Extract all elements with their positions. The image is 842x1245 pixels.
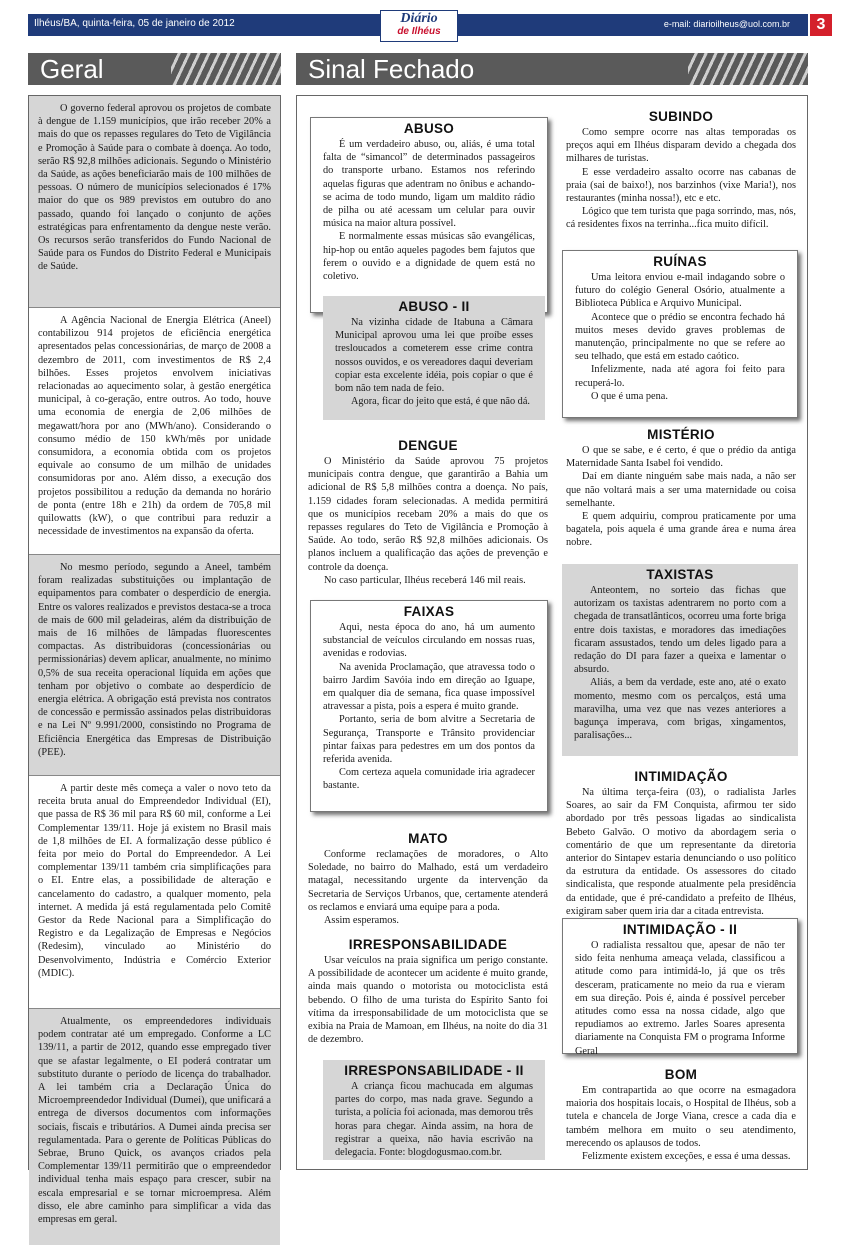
article-paragraph: Uma leitora enviou e-mail indagando sobre o futuro do colégio General Osório, atualmente a Biblioteca Pública e Arquivo Municipal. (575, 272, 785, 310)
article-title: INTIMIDAÇÃO (634, 769, 728, 784)
newspaper-logo (380, 10, 458, 42)
geral-paragraph: A partir deste mês começa a valer o novo teto da receita bruta anual do Empreendedor Individual (EI), que passa de R$ 36 mil para R$ 60 mil, conforme a Lei Complementar 139/11. Hoje já existem no Brasil mais de 1,8 milhões de EI. A formalização desse público é feita por meio do Portal do Empreendedor. A Lei complementar 139/11 também cria simplificações para o EI. Entre elas, a possibilidade de alteração e cancelamento do cadastro, a qualquer momento, pela internet. A medida já está regulamentada pelo Comitê Gestor da Rede Nacional para a Simplificação do Registro e da Legalização de Empresas e Negócios (Redesim), vinculado ao Ministério do Desenvolvimento, Indústria e Comércio Exterior (MDIC). (29, 776, 280, 1009)
article-abuso-ii (323, 296, 545, 420)
geral-paragraph: No mesmo período, segundo a Aneel, também foram realizadas substituições ou implantação de equipamentos para combater o desperdício de energia. Entre os valores realizados e previstos destaca-se a troca de mais de 600 mil geladeiras, além da distribuição de mais de 16 milhões de lâmpadas fluorescentes compactas. As distribuidoras (concessionárias ou permissionárias) devem aplicar, anualmente, no mínimo 0,5% de sua receita operacional líquida em ações que tenham por objetivo o combate ao desperdício de energia elétrica. A obrigação está prevista nos contratos de concessão e permissão assinados pelas distribuidoras e na Lei Nº 9.991/2000, consistindo no Programa de Eficiência Energética das Empresas de Distribuição (PEE). (29, 555, 280, 776)
section-header-geral (28, 53, 281, 85)
article-paragraph: E esse verdadeiro assalto ocorre nas cabanas de praia (sai de baixo!), nos barzinhos (vixe Maria!), nos restaurantes (minha nossa!), etc e etc. (566, 166, 796, 205)
article-faixas (310, 600, 548, 812)
page-number: 3 (810, 14, 832, 36)
article-paragraph: E quem adquiriu, comprou praticamente por uma bagatela, pois aquela é uma grande área e numa área nobre. (566, 511, 796, 549)
article-paragraph: Acontece que o prédio se encontra fechado há muitos meses devido graves problemas de manutenção, principalmente no que se refere ao seu telhado, que está em estado caótico. (575, 311, 785, 363)
article-intimidacao (558, 766, 804, 917)
article-title: IRRESPONSABILIDADE - II (344, 1063, 524, 1078)
article-intimidacao-ii (562, 918, 798, 1057)
article-title: IRRESPONSABILIDADE (348, 937, 508, 952)
article-title: SUBINDO (648, 109, 714, 124)
article-title: FAIXAS (403, 604, 455, 619)
contact-email: e-mail: diarioilheus@uol.com.br (663, 19, 790, 29)
article-ruinas (562, 250, 798, 418)
article-paragraph: Como sempre ocorre nas altas temporadas os preços aqui em Ilhéus disparam devido a chegada dos milhares de turistas. (566, 127, 796, 165)
header-stripes (688, 53, 808, 85)
article-taxistas (562, 564, 798, 756)
article-paragraph: O que se sabe, e é certo, é que o prédio da antiga Maternidade Santa Isabel foi vendido. (566, 445, 796, 470)
logo-title: Diário (400, 11, 438, 26)
article-paragraph: O que é uma pena. (591, 390, 668, 402)
article-paragraph: Felizmente existem exceções, e essa é uma dessas. (582, 1151, 791, 1163)
article-paragraph: Portanto, seria de bom alvitre a Secretaria de Segurança, Transporte e Trânsito providenciar pintar faixas para pedestres em um dos pontos da referida avenida. (323, 714, 535, 766)
article-paragraph: Daí em diante ninguém sabe mais nada, a não ser que não voltará mais a ser uma maternidade ou coisa semelhante. (566, 471, 796, 509)
section-title-sinal-fechado: Sinal Fechado (308, 54, 475, 84)
article-paragraph: Na vizinha cidade de Itabuna a Câmara Municipal aprovou uma lei que proíbe esses tresloucados a cometerem esse crime contra nossos ouvidos, e os vereadores daqui deveriam copiar esta excelente idéia, pois copiar o que é bom não tem nada de feio. (335, 317, 533, 395)
section-title-geral: Geral (40, 54, 104, 84)
article-paragraph: Na avenida Proclamação, que atravessa todo o bairro Jardim Savóia indo em direção ao Iguape, em qualquer dia de semana, fica quase impossível atravessar a pista, pois a espera é muito grande. (323, 661, 535, 713)
article-title: MATO (408, 831, 448, 846)
article-irresponsabilidade (300, 934, 556, 1046)
article-paragraph: Conforme reclamações de moradores, o Alto Soledade, no bairro do Malhado, está um verdadeiro matagal, necessitando urgente da intervenção da Secretaria de Serviços Urbanos, que, certamente atenderá os reclamos e enviará uma equipe para a poda. (308, 849, 548, 913)
article-mato (300, 828, 556, 928)
article-paragraph: Lógico que tem turista que paga sorrindo, mas, nós, cá residentes fixos na terrinha...fica muito difícil. (566, 206, 796, 231)
geral-paragraph: O governo federal aprovou os projetos de combate à dengue de 1.159 municípios, que irão receber 20% a mais do que os repasses regulares do Teto de Vigilância e Promoção à Saúde para o combate à doença. Ao todo, serão R$ 92,8 milhões adicionais. Segundo o Ministério da Saúde, as ações beneficiarão mais de 100 milhões de pessoas. O número de municípios selecionados é 17% maior do que os 989 previstos em outubro do ano passado, quando foi lançado o conjunto de ações estratégicas para enfrentamento da dengue neste verão. Os recursos serão transferidos do Fundo Nacional de Saúde para os Fundos do Distrito Federal e Municipais de Saúde. (29, 96, 280, 308)
article-paragraph: No caso particular, Ilhéus receberá 146 mil reais. (324, 574, 526, 586)
article-title: TAXISTAS (646, 567, 714, 582)
geral-paragraph: Atualmente, os empreendedores individuais podem contratar até um empregado. Conforme a LC 139/11, a partir de 2012, quando esse empregado tiver que se afastar legalmente, o EI poderá contratar um substituto durante o período de licença do trabalhador. A lei também cria a Declaração Única do Microempreendedor Individual (Dumei), que unificará a entrega de diversos documentos com informações sociais, fiscais e tributários. A Dumei ainda precisa ser regulamentada. Para o gerente de Políticas Públicas do Sebrae, Bruno Quick, os avanços criados pela Complementar 139/11 permitirão que o empreendedor individual tenha mais espaço para crescer, subir na escala empresarial e se tornar microempresa. Além disso, ele abre caminho para simplificar a vida das empresas em geral. (29, 1009, 280, 1245)
article-subindo (558, 106, 804, 256)
article-paragraph: Aliás, a bem da verdade, este ano, até o exato momento, mesmo com os percalços, está uma maravilha, uma vez que nas vezes anteriores a bagunça imperava, com brigas, xingamentos, paralisações... (574, 677, 786, 742)
article-title: ABUSO (403, 121, 455, 136)
article-title: BOM (664, 1067, 698, 1082)
article-misterio (558, 424, 804, 552)
edition-date: Ilhéus/BA, quinta-feira, 05 de janeiro de 2012 (34, 18, 235, 29)
article-paragraph: O radialista ressaltou que, apesar de não ter sido feita nenhuma ameaça velada, classificou a atitude como para intimidá-lo, já que os três desceram, praticamente no meio da rua e vieram em sua direção. Pois é, ainda é possível perceber atitudes como essa na nossa cidade, algo que repudiamos ao extremo. Jarles Soares apresenta diariamente na Conquista FM o programa Informe Geral (575, 940, 785, 1057)
header-stripes (171, 53, 281, 85)
article-paragraph: Agora, ficar do jeito que está, é que não dá. (351, 396, 530, 408)
article-paragraph: Usar veículos na praia significa um perigo constante. A possibilidade de acontecer um acidente é muito grande, ainda mais quando o motorista ou motociclista está bebendo. O filho de uma turista do Espírito Santo foi vítima da irresponsabilidade de um motociclista que se exibia na Praia de Mamoan, em Ilhéus, na noite do dia 31 de dezembro. (308, 955, 548, 1046)
geral-paragraph: A Agência Nacional de Energia Elétrica (Aneel) contabilizou 914 projetos de eficiência energética apresentados pelas concessionárias, de março de 2008 a dezembro de 2011, com investimentos de R$ 2,4 bilhões. Esses projetos envolvem iniciativas relacionadas ao aquecimento solar, à gestão energética municipal, à co-geração, entre outros. Ao todo, houve uma economia de energia de 2,06 milhões de megawatt/hora por ano (MWh/ano). Considerando o consumo médio de 150 kWh/mês por unidade consumidora, a economia obtida com os projetos equivale ao consumo de um milhão de unidades consumidoras por ano. Além disso, a execução dos projetos possibilitou a redução da demanda no horário de ponta (entre 18h e 21h) da ordem de 705,8 mil quilowatts (kW), o que contribui para reduzir a necessidade de investimentos na expansão da oferta. (29, 308, 280, 555)
article-bom (558, 1064, 804, 1166)
logo-subtitle: de Ilhéus (397, 26, 441, 37)
article-irresponsabilidade-ii (323, 1060, 545, 1160)
article-paragraph: Assim esperamos. (324, 915, 399, 927)
article-paragraph: E normalmente essas músicas são evangélicas, hip-hop ou então aqueles pagodes bem fajutos que ferem o ouvido e a dignidade de quem está no coletivo. (323, 231, 535, 283)
article-paragraph: Com certeza aquela comunidade iria agradecer bastante. (323, 767, 535, 792)
article-paragraph: Anteontem, no sorteio das fichas que autorizam os taxistas adentrarem no porto com a chegada de transatlânticos, ocorreu uma forte briga entre dois taxistas, e moradores das imediações ficaram assustados, tendo um deles ligado para a redação do DI para fazer a queixa e lamentar o absurdo. (574, 585, 786, 676)
article-dengue (300, 435, 556, 587)
article-title: MISTÉRIO (647, 427, 715, 442)
article-title: ABUSO - II (398, 299, 470, 314)
article-paragraph: Infelizmente, nada até agora foi feito para recuperá-lo. (575, 364, 785, 389)
article-paragraph: O Ministério da Saúde aprovou 75 projetos municipais contra dengue, que garantirão a Bahia um adicional de R$ 5,8 milhões contra a doença. No país, 1.159 cidades foram selecionadas. A medida permitirá que os municípios recebam 20% a mais do que os repasses regulares do Teto de Vigilância e Promoção à Saúde. Ao todo, serão R$ 92,8 milhões adicionais. Os planos incluem a qualificação das ações de prevenção e controle da doença. (308, 456, 548, 573)
article-paragraph: É um verdadeiro abuso, ou, aliás, é uma total falta de “simancol” de determinados passageiros do transporte urbano. Estamos nos referindo aquelas figuras que adentram no ônibus e achando-se acima de todo mundo, ligam um maldito rádio de pilha ou até acessam um celular para ouvir música na maior altura possível. (323, 139, 535, 230)
article-title: DENGUE (398, 438, 458, 453)
geral-column (28, 95, 281, 1226)
article-paragraph: Aqui, nesta época do ano, há um aumento substancial de veículos circulando em nossas ruas, avenidas e rodovias. (323, 622, 535, 660)
article-paragraph: Na última terça-feira (03), o radialista Jarles Soares, ao sair da FM Conquista, afirmou ter sido abordado por três pessoas ligadas ao sindicalista Bebeto Galvão. O motivo da abordagem seria o comentário de que um representante da diretoria anterior do Sintapev estaria denunciando o uso político da estrutura da entidade. Os assessores do citado sindicalista, que responde atualmente pela presidência da entidade, que é pré-candidato a prefeito de Ilhéus, exigiram saber quem iria dar a citada entrevista. (566, 787, 796, 917)
article-paragraph: Em contrapartida ao que ocorre na esmagadora maioria dos hospitais locais, o Hospital de Ilhéus, sob a tutela e chancela de Jorge Viana, cresce a cada dia e também melhora em muito o seu atendimento, merecendo os aplausos de todos. (566, 1085, 796, 1149)
section-header-sinal-fechado (296, 53, 808, 85)
article-title: RUÍNAS (653, 254, 707, 269)
article-paragraph: A criança ficou machucada em algumas partes do corpo, mas nada grave. Segundo a turista, a polícia foi acionada, mas demorou três horas para chegar. Ainda assim, na hora de registrar a queixa, não havia escrivão na delegacia. Fonte: blogdogusmao.com.br. (335, 1081, 533, 1159)
article-abuso (310, 117, 548, 313)
article-title: INTIMIDAÇÃO - II (622, 922, 738, 937)
